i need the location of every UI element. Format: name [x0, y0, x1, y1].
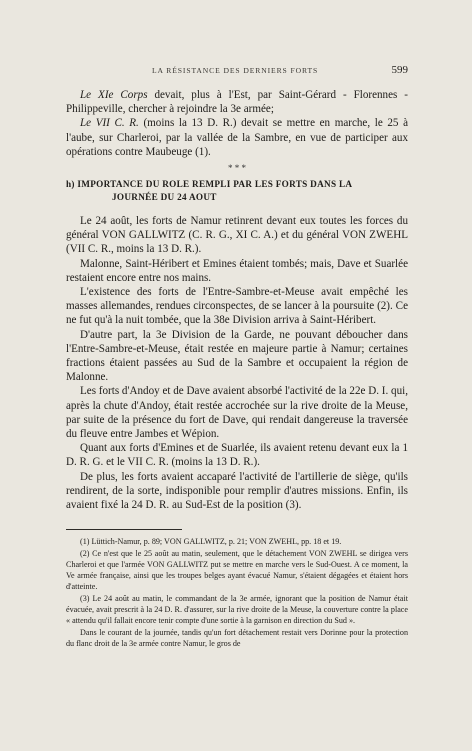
section-separator: * * *	[228, 163, 246, 174]
intro-lead: Le XIe Corps	[80, 89, 148, 101]
intro-text: devait, plus à l'Est, par Saint-Gérard - Florennes - Philippeville, chercher à rejoindre la 3e armée;	[66, 89, 408, 116]
running-title: LA RÉSISTANCE DES DERNIERS FORTS	[152, 66, 319, 75]
body-paragraph: L'existence des forts de l'Entre-Sambre-et-Meuse avait empêché les masses allemandes, rendues circonspectes, de se lancer à la poursuite (2). Ce ne fut qu'à la nuit tombée, que la 38e Division arriva à Saint-Héribert.	[66, 286, 408, 327]
footnote: (3) Le 24 août au matin, le commandant de la 3e armée, ignorant que la position de Namur était évacuée, avait prescrit à la 24 D. R. d'assurer, sur la rive droite de la Meuse, la couverture contre la place « attendu qu'il fallait encore tenir compte d'une sortie à la garnison en direction du Sud ».	[66, 594, 408, 625]
footnote: Dans le courant de la journée, tandis qu'un fort détachement restait vers Dorinne pour la protection du flanc droit de la 3e armée contre Namur, le gros de	[66, 628, 408, 648]
section-heading	[66, 178, 408, 204]
footnotes	[66, 536, 408, 649]
body-paragraph: Les forts d'Andoy et de Dave avaient absorbé l'activité de la 22e D. I. qui, après la chute d'Andoy, était restée accrochée sur la rive droite de la Meuse, par suite de la présence du fort de Dave, qui rendait dangereuse la traversée du fleuve entre Jambes et Wépion.	[66, 385, 408, 441]
body-paragraph: Quant aux forts d'Emines et de Suarlée, ils avaient retenu devant eux la 1 D. R. G. et le VII C. R. (moins la 13 D. R.).	[66, 442, 408, 469]
intro-paragraph	[66, 116, 408, 159]
footnote-divider	[66, 529, 182, 530]
running-header	[66, 64, 408, 78]
body-paragraph: D'autre part, la 3e Division de la Garde, ne pouvant déboucher dans l'Entre-Sambre-et-Meuse, était restée en majeure partie à Namur; certaines fractions étaient passées au Sud de la Sambre et occupaient la région de Malonne.	[66, 328, 408, 384]
section-heading-line2: JOURNÉE DU 24 AOUT	[112, 192, 217, 203]
footnote: (2) Ce n'est que le 25 août au matin, seulement, que le détachement VON ZWEHL se dirigea vers Charleroi et que l'armée VON GALLWITZ put se mettre en marche vers le Sud-Ouest. A ce moment, la Ve armée française, ainsi que les troupes belges ayant évacué Namur, s'étaient dégagées et étaient hors d'atteinte.	[66, 549, 408, 591]
section-heading-line1: h) IMPORTANCE DU ROLE REMPLI PAR LES FORTS DANS LA	[66, 179, 353, 190]
body-paragraph: Le 24 août, les forts de Namur retinrent devant eux toutes les forces du général VON GALLWITZ (C. R. G., XI C. A.) et du général VON ZWEHL (VII C. R., moins la 13 D. R.).	[66, 215, 408, 256]
intro-text: (moins la 13 D. R.) devait se mettre en marche, le 25 à l'aube, sur Charleroi, par la vallée de la Sambre, en vue de participer aux opérations contre Maubeuge (1).	[66, 117, 408, 158]
intro-paragraph	[66, 88, 408, 116]
body-paragraph: De plus, les forts avaient accaparé l'activité de l'artillerie de siège, qu'ils rendirent, de la sorte, indisponible pour remplir d'autres missions. Enfin, ils avaient fixé la 24 D. R. au Sud-Est de la position (3).	[66, 470, 408, 512]
body-paragraph: Malonne, Saint-Héribert et Emines étaient tombés; mais, Dave et Suarlée restaient encore entre nos mains.	[66, 257, 408, 284]
footnote: (1) Lüttich-Namur, p. 89; VON GALLWITZ, p. 21; VON ZWEHL, pp. 18 et 19.	[80, 537, 342, 546]
page-number: 599	[391, 64, 408, 76]
intro-lead: Le VII C. R.	[80, 117, 139, 130]
body-text	[66, 88, 408, 512]
